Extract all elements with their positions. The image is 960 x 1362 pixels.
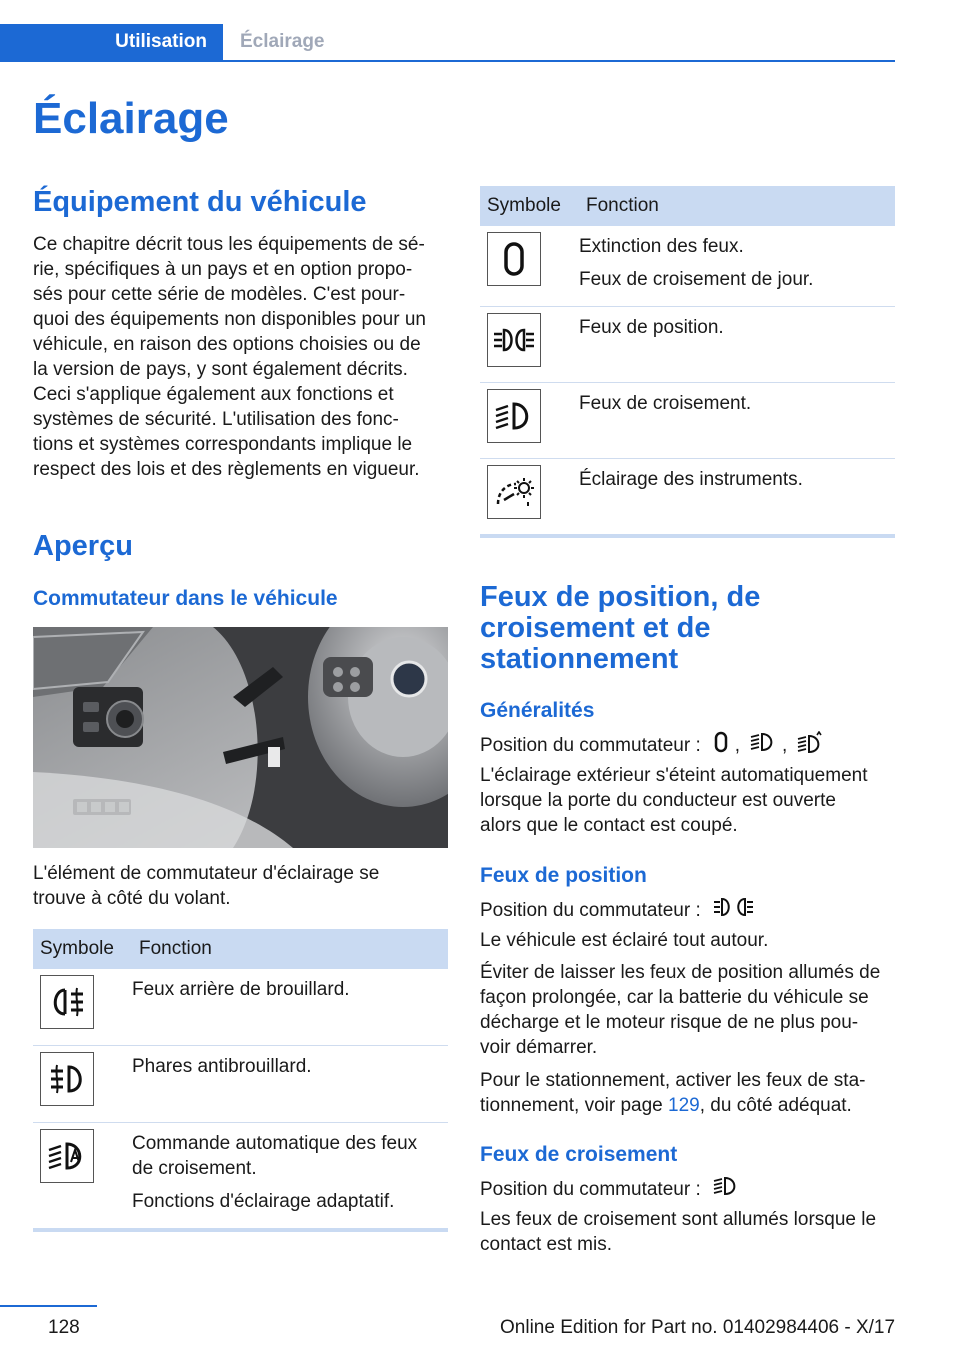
low-beam-icon <box>713 1175 739 1204</box>
col-symbol-header: Symbole <box>480 186 579 226</box>
switch-subheading: Commutateur dans le véhicule <box>33 587 338 610</box>
general-switch-positions: Position du commutateur : , , <box>480 731 823 760</box>
general-heading: Généralités <box>480 699 595 722</box>
table-row: Feux de croisement. <box>480 383 895 459</box>
edition-text: Online Edition for Part no. 01402984406 - X/17 <box>500 1317 896 1338</box>
table-row: Commande automatique des feux de croisement. Fonctions d'éclairage adaptatif. <box>33 1123 448 1231</box>
position-lights-text-1: Le véhicule est éclairé tout autour. <box>480 930 769 951</box>
footer-rule <box>0 1305 97 1307</box>
low-beam-switch: Position du commutateur : <box>480 1175 739 1204</box>
tab-eclairage[interactable]: Éclairage <box>240 31 325 52</box>
parking-light-icon <box>487 313 541 367</box>
position-lights-text-3: Pour le stationnement, activer les feux de sta‐ tionnement, voir page 129, du côté adéquat. <box>480 1070 866 1116</box>
light-switch-photo <box>33 627 448 848</box>
front-fog-light-icon <box>40 1052 94 1106</box>
col-function-header: Fonction <box>132 929 448 969</box>
col-function-header: Fonction <box>579 186 895 226</box>
low-beam-icon <box>750 731 776 760</box>
table-row: Éclairage des instruments. <box>480 459 895 537</box>
section-heading: Feux de position, de croisement et de stationnement <box>480 581 761 675</box>
low-beam-icon <box>487 389 541 443</box>
page-title: Éclairage <box>33 94 229 143</box>
symbol-table-left <box>33 929 448 1232</box>
lights-off-icon <box>487 232 541 286</box>
low-beam-heading: Feux de croisement <box>480 1143 678 1166</box>
overview-heading: Aperçu <box>33 530 133 562</box>
page-link-129[interactable]: 129 <box>668 1095 700 1116</box>
auto-low-beam-icon <box>40 1129 94 1183</box>
low-beam-text: Les feux de croisement sont allumés lorsque le contact est mis. <box>480 1209 877 1255</box>
auto-low-beam-icon <box>797 731 823 760</box>
tab-utilisation[interactable]: Utilisation <box>0 24 223 60</box>
table-row: Phares antibrouillard. <box>33 1046 448 1123</box>
general-text: L'éclairage extérieur s'éteint automatiquement lorsque la porte du conducteur est ouverte alors que le contact est coupé. <box>480 765 868 836</box>
equipment-heading: Équipement du véhicule <box>33 186 367 218</box>
symbol-table-right <box>480 186 895 538</box>
position-lights-text-2: Éviter de laisser les feux de position allumés de façon prolongée, car la batterie du véhicule se décharge et le moteur risque de ne plus pou‐ voir démarrer. <box>480 962 881 1058</box>
position-lights-switch: Position du commutateur : <box>480 896 757 925</box>
parking-light-icon <box>713 896 757 925</box>
page-number: 128 <box>48 1317 80 1338</box>
table-row: Extinction des feux. Feux de croisement de jour. <box>480 226 895 307</box>
instrument-lighting-icon <box>487 465 541 519</box>
equipment-text: Ce chapitre décrit tous les équipements de sé‐ rie, spécifiques à un pays et en option propo‐ sés pour cette série de modèles. C'est pour‐ quoi des équipements non disponibles pour un véhicule, en raison des options choisies ou de la version de pays, y sont également décrits. Ceci s'applique également aux fonctions et systèmes de sécurité. L'utilisation des fonc‐ tions et systèmes correspondants implique le respect des lois et des règlements en vigueur. <box>33 234 426 480</box>
header-tabs <box>0 24 895 62</box>
switch-caption: L'élément de commutateur d'éclairage se trouve à côté du volant. <box>33 863 380 909</box>
lights-off-icon <box>713 731 729 760</box>
header-rule <box>0 60 895 62</box>
table-row: Feux arrière de brouillard. <box>33 969 448 1046</box>
rear-fog-light-icon <box>40 975 94 1029</box>
col-symbol-header: Symbole <box>33 929 132 969</box>
position-lights-heading: Feux de position <box>480 864 647 887</box>
table-row: Feux de position. <box>480 307 895 383</box>
